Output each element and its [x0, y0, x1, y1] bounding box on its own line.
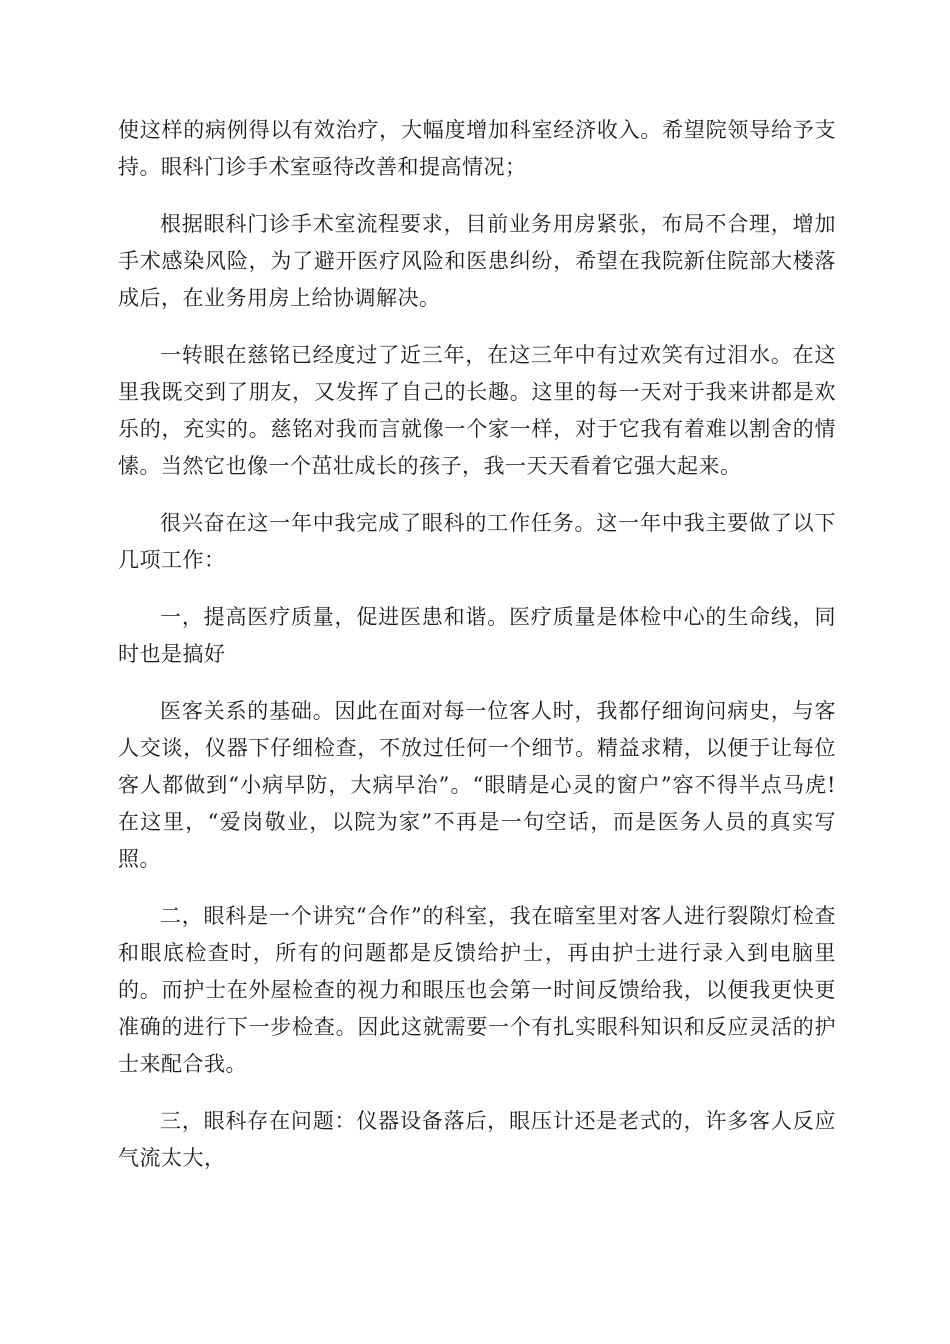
paragraph-4: 很兴奋在这一年中我完成了眼科的工作任务。这一年中我主要做了以下几项工作： [118, 511, 836, 572]
paragraph-1: 使这样的病例得以有效治疗，大幅度增加科室经济收入。希望院领导给予支持。眼科门诊手术室亟待改善和提高情况； [118, 118, 836, 179]
paragraph-7: 二，眼科是一个讲究“合作”的科室，我在暗室里对客人进行裂隙灯检查和眼底检查时，所有的问题都是反馈给护士，再由护士进行录入到电脑里的。而护士在外屋检查的视力和眼压也会第一时间反馈给我，以便我更快更准确的进行下一步检查。因此这就需要一个有扎实眼科知识和反应灵活的护士来配合我。 [118, 904, 836, 1076]
paragraph-6: 医客关系的基础。因此在面对每一位客人时，我都仔细询问病史，与客人交谈，仪器下仔细检查，不放过任何一个细节。精益求精，以便于让每位客人都做到“小病早防，大病早治”。“眼睛是心灵的窗户”容不得半点马虎!在这里，“爱岗敬业，以院为家”不再是一句空话，而是医务人员的真实写照。 [118, 699, 836, 871]
paragraph-5: 一，提高医疗质量，促进医患和谐。医疗质量是体检中心的生命线，同时也是搞好 [118, 605, 836, 666]
paragraph-8: 三，眼科存在问题：仪器设备落后，眼压计还是老式的，许多客人反应气流太大， [118, 1109, 836, 1170]
paragraph-3: 一转眼在慈铭已经度过了近三年，在这三年中有过欢笑有过泪水。在这里我既交到了朋友，又发挥了自己的长趣。这里的每一天对于我来讲都是欢乐的，充实的。慈铭对我而言就像一个家一样，对于它我有着难以割舍的情愫。当然它也像一个茁壮成长的孩子，我一天天看着它强大起来。 [118, 343, 836, 478]
document-body [118, 112, 836, 1197]
paragraph-2: 根据眼科门诊手术室流程要求，目前业务用房紧张，布局不合理，增加手术感染风险，为了避开医疗风险和医患纠纷，希望在我院新住院部大楼落成后，在业务用房上给协调解决。 [118, 212, 836, 310]
